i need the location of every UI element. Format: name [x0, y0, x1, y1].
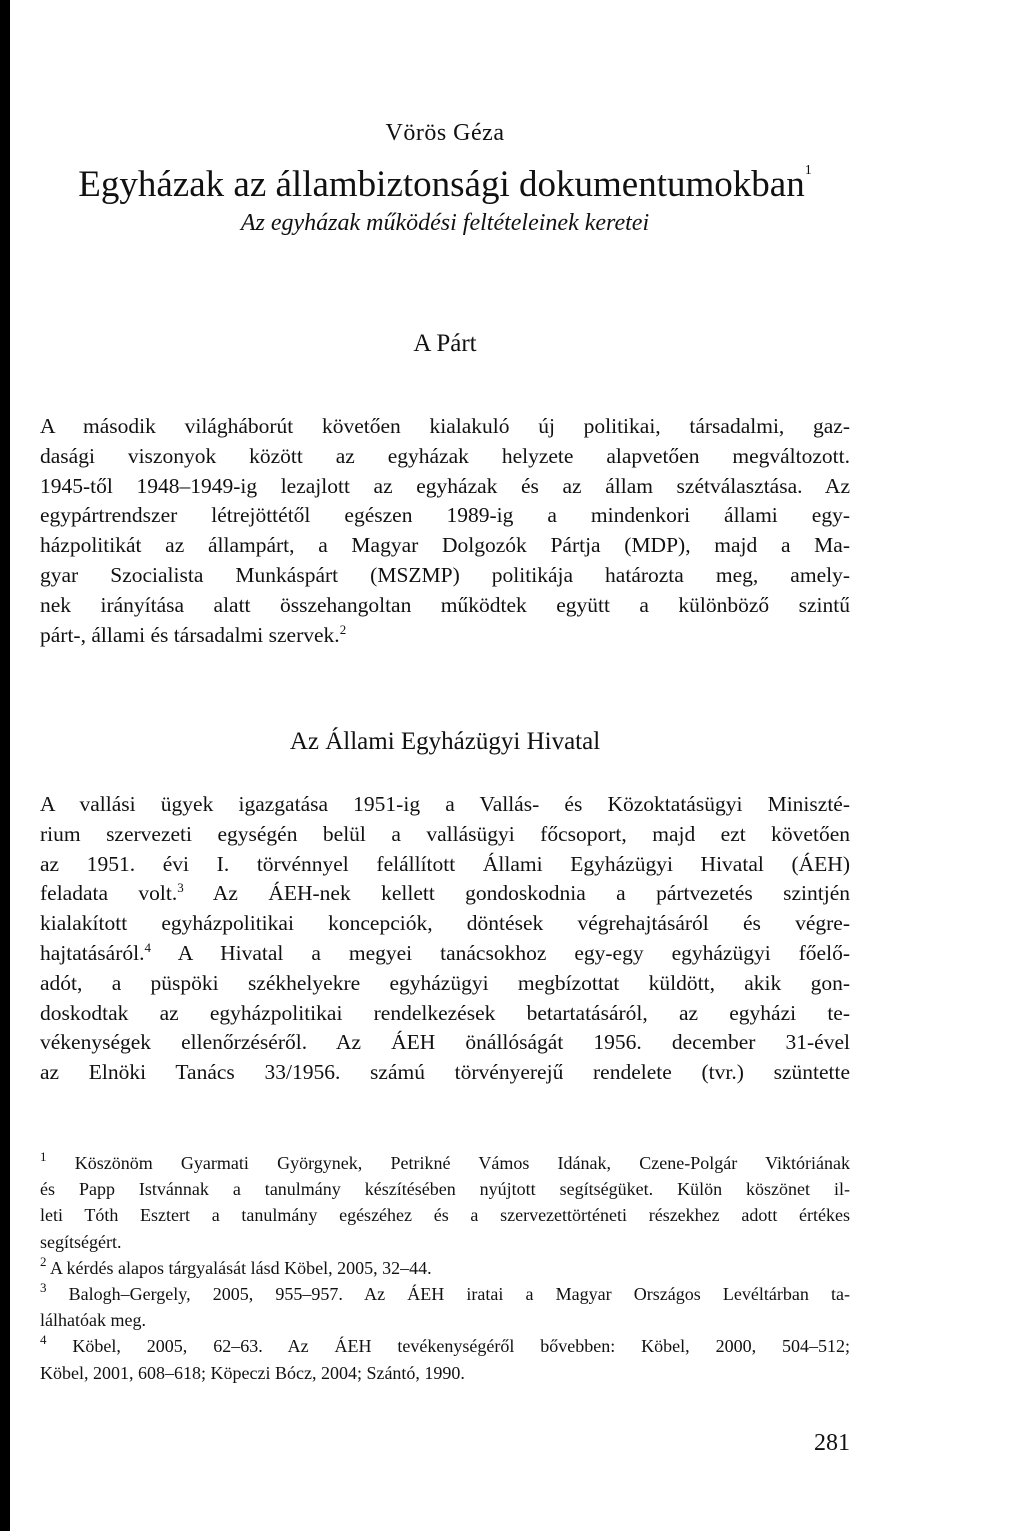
paragraph-line	[40, 879, 850, 909]
paragraph-line-text: hajtatásáról.	[40, 940, 145, 965]
footnote-line: segítségért.	[40, 1231, 122, 1252]
footnote-mark: 4	[40, 1332, 47, 1348]
paragraph-line	[40, 621, 850, 651]
footnote-mark: 2	[40, 1253, 47, 1269]
author-name: Vörös Géza	[385, 120, 505, 146]
footnote-1	[40, 1150, 850, 1176]
scan-edge	[0, 0, 10, 1531]
page-number: 281	[814, 1430, 850, 1456]
footnote-line: Köbel, 2001, 608–618; Köpeczi Bócz, 2004; Szántó, 1990.	[40, 1362, 465, 1383]
footnote-ref-2[interactable]: 2	[339, 621, 347, 637]
footnote-text: Köszönöm Gyarmati Györgynek, Petrikné Vámos Idának, Czene-Polgár Viktóriának	[46, 1153, 850, 1173]
article-subtitle: Az egyházak működési feltételeinek keretei	[240, 210, 650, 236]
paragraph-line-text: A Hivatal a megyei tanácsokhoz egy-egy egyházügyi főelő-	[150, 940, 850, 965]
footnote-ref-3[interactable]: 3	[177, 880, 184, 896]
footnote-mark: 1	[40, 1149, 47, 1164]
paragraph-line: nek irányítása alatt összehangoltan működtek együtt a különböző szintű	[40, 592, 850, 617]
footnote-2	[40, 1255, 850, 1281]
document-page	[10, 0, 1024, 1531]
paragraph-line: adót, a püspöki székhelyekre egyházügyi megbízottat küldött, akik gon-	[40, 970, 850, 995]
footnote-line: lálhatóak meg.	[40, 1310, 146, 1331]
section-party-paragraph	[40, 412, 850, 650]
footnote-text: A kérdés alapos tárgyalását lásd Köbel, 2005, 32–44.	[46, 1257, 432, 1278]
paragraph-line-text: párt-, állami és társadalmi szervek.	[40, 622, 340, 647]
footnote-line: leti Tóth Esztert a tanulmány egészéhez és a szervezettörténeti részekhez adott értékes	[40, 1205, 850, 1226]
paragraph-line: egypártrendszer létrejöttétől egészen 1989-ig a mindenkori állami egy-	[40, 503, 850, 528]
paragraph-line: gyar Szocialista Munkáspárt (MSZMP) politikája határozta meg, amely-	[40, 562, 850, 587]
paragraph-line: A vallási ügyek igazgatása 1951-ig a Vallás- és Közoktatásügyi Miniszté-	[40, 792, 850, 816]
paragraph-line-text: feladata volt.	[40, 881, 178, 906]
paragraph-line: doskodtak az egyházpolitikai rendelkezések betartatásáról, az egyházi te-	[40, 1000, 850, 1025]
footnote-ref-4[interactable]: 4	[144, 939, 151, 955]
paragraph-line: vékenységek ellenőrzéséről. Az ÁEH önállóságát 1956. december 31-ével	[40, 1030, 850, 1055]
footnotes	[40, 1150, 850, 1386]
section-office-paragraph	[40, 790, 850, 1088]
footnote-text: Balogh–Gergely, 2005, 955–957. Az ÁEH iratai a Magyar Országos Levéltárban ta-	[46, 1284, 850, 1305]
title-footnote-mark[interactable]: 1	[804, 163, 812, 178]
footnote-line: és Papp Istvánnak a tanulmány készítésében nyújtott segítségüket. Külön köszönet il-	[40, 1179, 850, 1200]
section-heading-party: A Párt	[413, 330, 477, 357]
paragraph-line: A második világháborút követően kialakuló új politikai, társadalmi, gaz-	[40, 414, 850, 438]
footnote-3	[40, 1281, 850, 1307]
paragraph-line: dasági viszonyok között az egyházak helyzete alapvetően megváltozott.	[40, 443, 850, 468]
footnote-text: Köbel, 2005, 62–63. Az ÁEH tevékenységéről bővebben: Köbel, 2000, 504–512;	[46, 1336, 850, 1357]
paragraph-line	[40, 939, 850, 969]
paragraph-line: az 1951. évi I. törvénnyel felállított Állami Egyházügyi Hivatal (ÁEH)	[40, 851, 850, 876]
article-title	[40, 163, 850, 207]
footnote-mark: 3	[40, 1280, 47, 1296]
paragraph-line: kialakított egyházpolitikai koncepciók, döntések végrehajtásáról és végre-	[40, 911, 850, 936]
paragraph-line: házpolitikát az állampárt, a Magyar Dolgozók Pártja (MDP), majd a Ma-	[40, 533, 850, 558]
paragraph-line-text: Az ÁEH-nek kellett gondoskodnia a pártvezetés szintjén	[183, 881, 850, 906]
paragraph-line: rium szervezeti egységén belül a vallásügyi főcsoport, majd ezt követően	[40, 821, 850, 846]
footnote-4	[40, 1333, 850, 1359]
paragraph-line: 1945-től 1948–1949-ig lezajlott az egyházak és az állam szétválasztása. Az	[40, 473, 850, 498]
article-title-text: Egyházak az állambiztonsági dokumentumokban	[78, 164, 805, 205]
paragraph-line: az Elnöki Tanács 33/1956. számú törvényerejű rendelete (tvr.) szüntette	[40, 1060, 850, 1085]
section-heading-office: Az Állami Egyházügyi Hivatal	[289, 728, 601, 755]
